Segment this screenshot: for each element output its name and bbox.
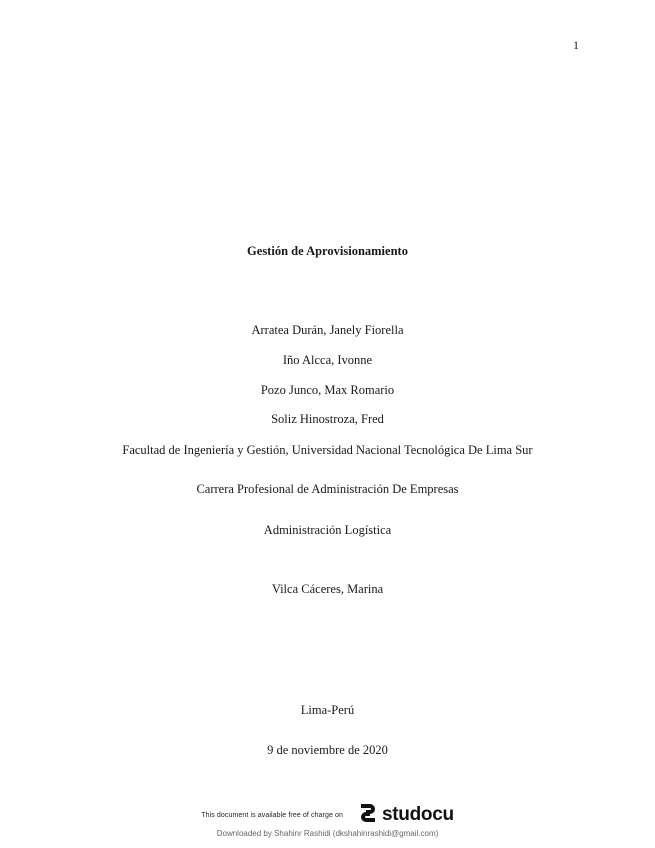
- teacher-name: Vilca Cáceres, Marina: [271, 582, 384, 596]
- available-free-text: This document is available free of charge on: [201, 811, 343, 819]
- course-name: Administración Logística: [263, 523, 392, 537]
- document-date: 9 de noviembre de 2020: [267, 743, 388, 757]
- career-name: Carrera Profesional de Administración De Empresas: [196, 482, 459, 496]
- author-4: Soliz Hinostroza, Fred: [271, 412, 384, 426]
- studocu-logo-icon: [357, 802, 379, 829]
- studocu-brand[interactable]: [357, 802, 454, 829]
- faculty-affiliation: Facultad de Ingeniería y Gestión, Universidad Nacional Tecnológica De Lima Sur: [122, 443, 533, 457]
- document-title: Gestión de Aprovisionamiento: [247, 244, 408, 258]
- studocu-wordmark: studocu: [381, 804, 454, 825]
- downloaded-by-text: Downloaded by Shahinr Rashidi (dkshahinrashidi@gmail.com): [216, 829, 439, 838]
- studocu-banner[interactable]: [0, 801, 655, 829]
- place: Lima-Perú: [300, 703, 355, 717]
- page-number: 1: [573, 38, 579, 52]
- author-3: Pozo Junco, Max Romario: [260, 383, 395, 397]
- author-2: Iño Alcca, Ivonne: [282, 353, 373, 367]
- author-1: Arratea Durán, Janely Fiorella: [251, 323, 404, 337]
